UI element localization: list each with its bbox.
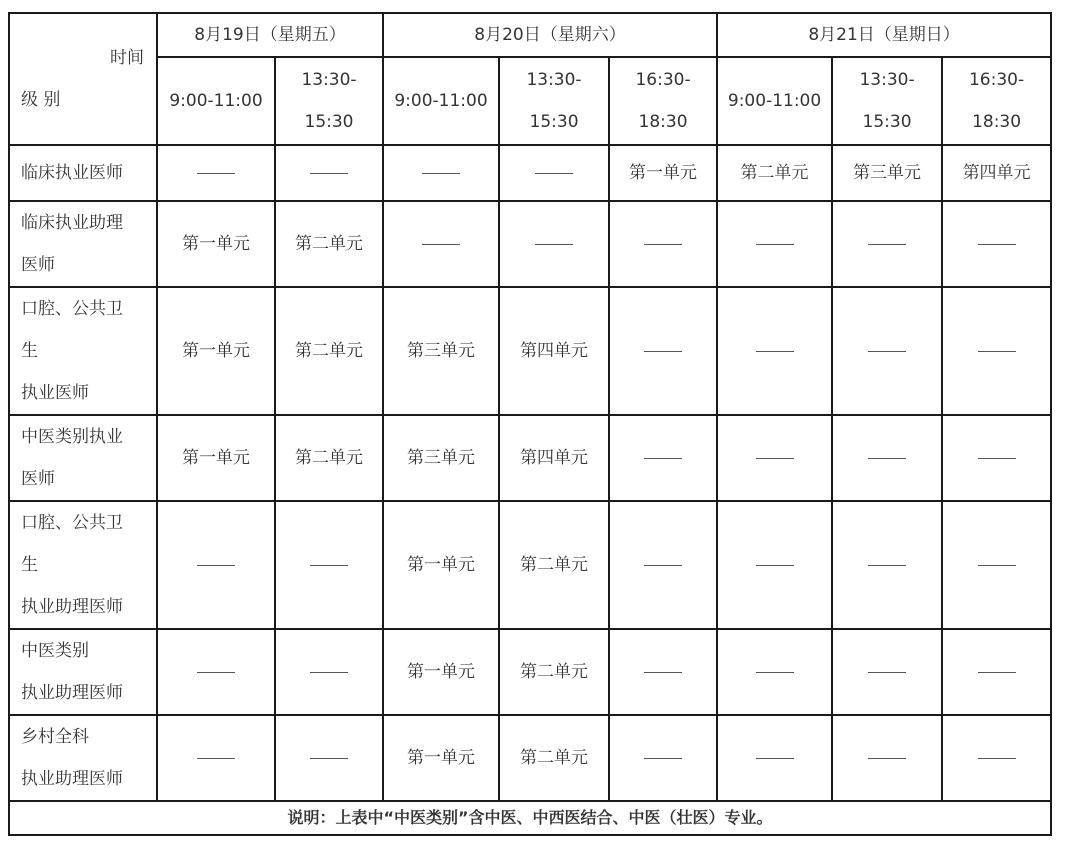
time-slot-line: 15:30: [862, 112, 912, 132]
no-exam-cell: [942, 715, 1051, 801]
level-cell: [9, 287, 157, 415]
dash-mark: [310, 758, 348, 759]
no-exam-cell: [499, 201, 609, 287]
no-exam-cell: [942, 415, 1051, 501]
time-slot-header: [832, 57, 942, 145]
dash-mark: [535, 173, 573, 174]
level-label-line: 执业助理医师: [21, 769, 123, 789]
dash-mark: [197, 758, 235, 759]
time-slot-header: [609, 57, 717, 145]
no-exam-cell: [609, 715, 717, 801]
level-cell: [9, 201, 157, 287]
time-slot-header: [717, 57, 832, 145]
corner-level-label: 级 别: [21, 90, 61, 110]
dash-mark: [978, 758, 1016, 759]
time-slot-line: 18:30: [638, 112, 688, 132]
exam-unit-cell: 第一单元: [157, 287, 275, 415]
no-exam-cell: [383, 201, 499, 287]
exam-unit-cell: 第四单元: [942, 145, 1051, 201]
exam-unit-cell: 第四单元: [499, 287, 609, 415]
time-slot-line: 13:30-: [301, 70, 357, 90]
corner-cell: [9, 13, 157, 145]
time-slot-header: [942, 57, 1051, 145]
no-exam-cell: [275, 629, 383, 715]
no-exam-cell: [942, 629, 1051, 715]
exam-unit-cell: 第一单元: [157, 415, 275, 501]
header-row-days: [9, 13, 1051, 57]
exam-unit-cell: 第二单元: [275, 201, 383, 287]
dash-mark: [868, 244, 906, 245]
level-label-line: 执业医师: [21, 383, 89, 403]
dash-mark: [310, 173, 348, 174]
exam-unit-cell: 第四单元: [499, 415, 609, 501]
table-row: [9, 415, 1051, 501]
no-exam-cell: [832, 629, 942, 715]
level-cell: [9, 629, 157, 715]
level-cell: [9, 715, 157, 801]
time-slot-line: 15:30: [304, 112, 354, 132]
level-label-line: 执业助理医师: [21, 683, 123, 703]
day-header: 8月20日（星期六）: [383, 13, 717, 57]
no-exam-cell: [717, 715, 832, 801]
time-slot-header: [499, 57, 609, 145]
no-exam-cell: [717, 201, 832, 287]
dash-mark: [868, 758, 906, 759]
no-exam-cell: [609, 501, 717, 629]
dash-mark: [756, 458, 794, 459]
no-exam-cell: [383, 145, 499, 201]
exam-unit-cell: 第三单元: [383, 415, 499, 501]
dash-mark: [868, 672, 906, 673]
exam-unit-cell: 第二单元: [499, 715, 609, 801]
day-header: 8月21日（星期日）: [717, 13, 1051, 57]
table-row: [9, 287, 1051, 415]
time-slot-line: 18:30: [972, 112, 1022, 132]
no-exam-cell: [717, 287, 832, 415]
exam-unit-cell: 第二单元: [275, 415, 383, 501]
dash-mark: [978, 244, 1016, 245]
exam-unit-cell: 第一单元: [609, 145, 717, 201]
time-slot-line: 9:00-11:00: [727, 91, 822, 111]
level-label-line: 医师: [21, 469, 55, 489]
no-exam-cell: [609, 201, 717, 287]
level-label-line: 生: [21, 555, 38, 575]
dash-mark: [756, 565, 794, 566]
level-label-line: 中医类别: [21, 641, 89, 661]
no-exam-cell: [157, 715, 275, 801]
level-label-line: 执业助理医师: [21, 597, 123, 617]
dash-mark: [310, 672, 348, 673]
table-row: [9, 201, 1051, 287]
dash-mark: [197, 565, 235, 566]
time-slot-line: 16:30-: [635, 70, 691, 90]
no-exam-cell: [609, 287, 717, 415]
no-exam-cell: [157, 629, 275, 715]
no-exam-cell: [832, 715, 942, 801]
table-row: [9, 501, 1051, 629]
time-slot-line: 9:00-11:00: [394, 91, 488, 111]
dash-mark: [978, 458, 1016, 459]
dash-mark: [644, 565, 682, 566]
time-slot-line: 9:00-11:00: [169, 91, 263, 111]
dash-mark: [644, 351, 682, 352]
level-label-line: 临床执业助理: [21, 213, 123, 233]
exam-unit-cell: 第三单元: [832, 145, 942, 201]
dash-mark: [756, 672, 794, 673]
dash-mark: [644, 758, 682, 759]
no-exam-cell: [609, 415, 717, 501]
no-exam-cell: [832, 201, 942, 287]
dash-mark: [644, 458, 682, 459]
time-slot-line: 16:30-: [968, 70, 1025, 90]
dash-mark: [868, 458, 906, 459]
exam-unit-cell: 第二单元: [499, 501, 609, 629]
level-cell: [9, 415, 157, 501]
day-header: 8月19日（星期五）: [157, 13, 383, 57]
exam-unit-cell: 第一单元: [383, 715, 499, 801]
table-row: [9, 629, 1051, 715]
exam-unit-cell: 第一单元: [383, 629, 499, 715]
no-exam-cell: [942, 501, 1051, 629]
time-slot-line: 13:30-: [859, 70, 915, 90]
dash-mark: [197, 672, 235, 673]
exam-unit-cell: 第一单元: [383, 501, 499, 629]
dash-mark: [756, 758, 794, 759]
dash-mark: [978, 672, 1016, 673]
time-slot-header: [275, 57, 383, 145]
table-row: [9, 145, 1051, 201]
table-note: 说明：上表中“中医类别”含中医、中西医结合、中医（壮医）专业。: [9, 801, 1051, 835]
no-exam-cell: [157, 501, 275, 629]
no-exam-cell: [717, 415, 832, 501]
dash-mark: [535, 244, 573, 245]
no-exam-cell: [717, 629, 832, 715]
exam-unit-cell: 第二单元: [717, 145, 832, 201]
no-exam-cell: [275, 501, 383, 629]
no-exam-cell: [609, 629, 717, 715]
no-exam-cell: [499, 145, 609, 201]
no-exam-cell: [275, 715, 383, 801]
exam-unit-cell: 第二单元: [499, 629, 609, 715]
no-exam-cell: [157, 145, 275, 201]
level-label-line: 乡村全科: [21, 727, 89, 747]
exam-unit-cell: 第三单元: [383, 287, 499, 415]
time-slot-line: 15:30: [529, 112, 579, 132]
time-slot-line: 13:30-: [526, 70, 582, 90]
exam-schedule-table: [8, 12, 1052, 836]
level-label-line: 临床执业医师: [21, 163, 123, 183]
no-exam-cell: [275, 145, 383, 201]
exam-unit-cell: 第一单元: [157, 201, 275, 287]
dash-mark: [756, 244, 794, 245]
dash-mark: [422, 173, 460, 174]
level-label-line: 口腔、公共卫: [21, 299, 123, 319]
level-label-line: 生: [21, 341, 38, 361]
time-slot-header: [157, 57, 275, 145]
no-exam-cell: [832, 501, 942, 629]
dash-mark: [310, 565, 348, 566]
no-exam-cell: [832, 287, 942, 415]
no-exam-cell: [942, 201, 1051, 287]
level-label-line: 中医类别执业: [21, 427, 123, 447]
level-cell: [9, 501, 157, 629]
no-exam-cell: [832, 415, 942, 501]
header-row-slots: [9, 57, 1051, 145]
level-label-line: 医师: [21, 255, 55, 275]
no-exam-cell: [717, 501, 832, 629]
note-row: [9, 801, 1051, 835]
dash-mark: [644, 244, 682, 245]
table-row: [9, 715, 1051, 801]
dash-mark: [978, 351, 1016, 352]
dash-mark: [756, 351, 794, 352]
dash-mark: [422, 244, 460, 245]
level-cell: [9, 145, 157, 201]
dash-mark: [868, 565, 906, 566]
level-label-line: 口腔、公共卫: [21, 513, 123, 533]
dash-mark: [978, 565, 1016, 566]
corner-time-label: 时间: [110, 48, 144, 68]
exam-unit-cell: 第二单元: [275, 287, 383, 415]
time-slot-header: [383, 57, 499, 145]
dash-mark: [197, 173, 235, 174]
no-exam-cell: [942, 287, 1051, 415]
dash-mark: [868, 351, 906, 352]
dash-mark: [644, 672, 682, 673]
